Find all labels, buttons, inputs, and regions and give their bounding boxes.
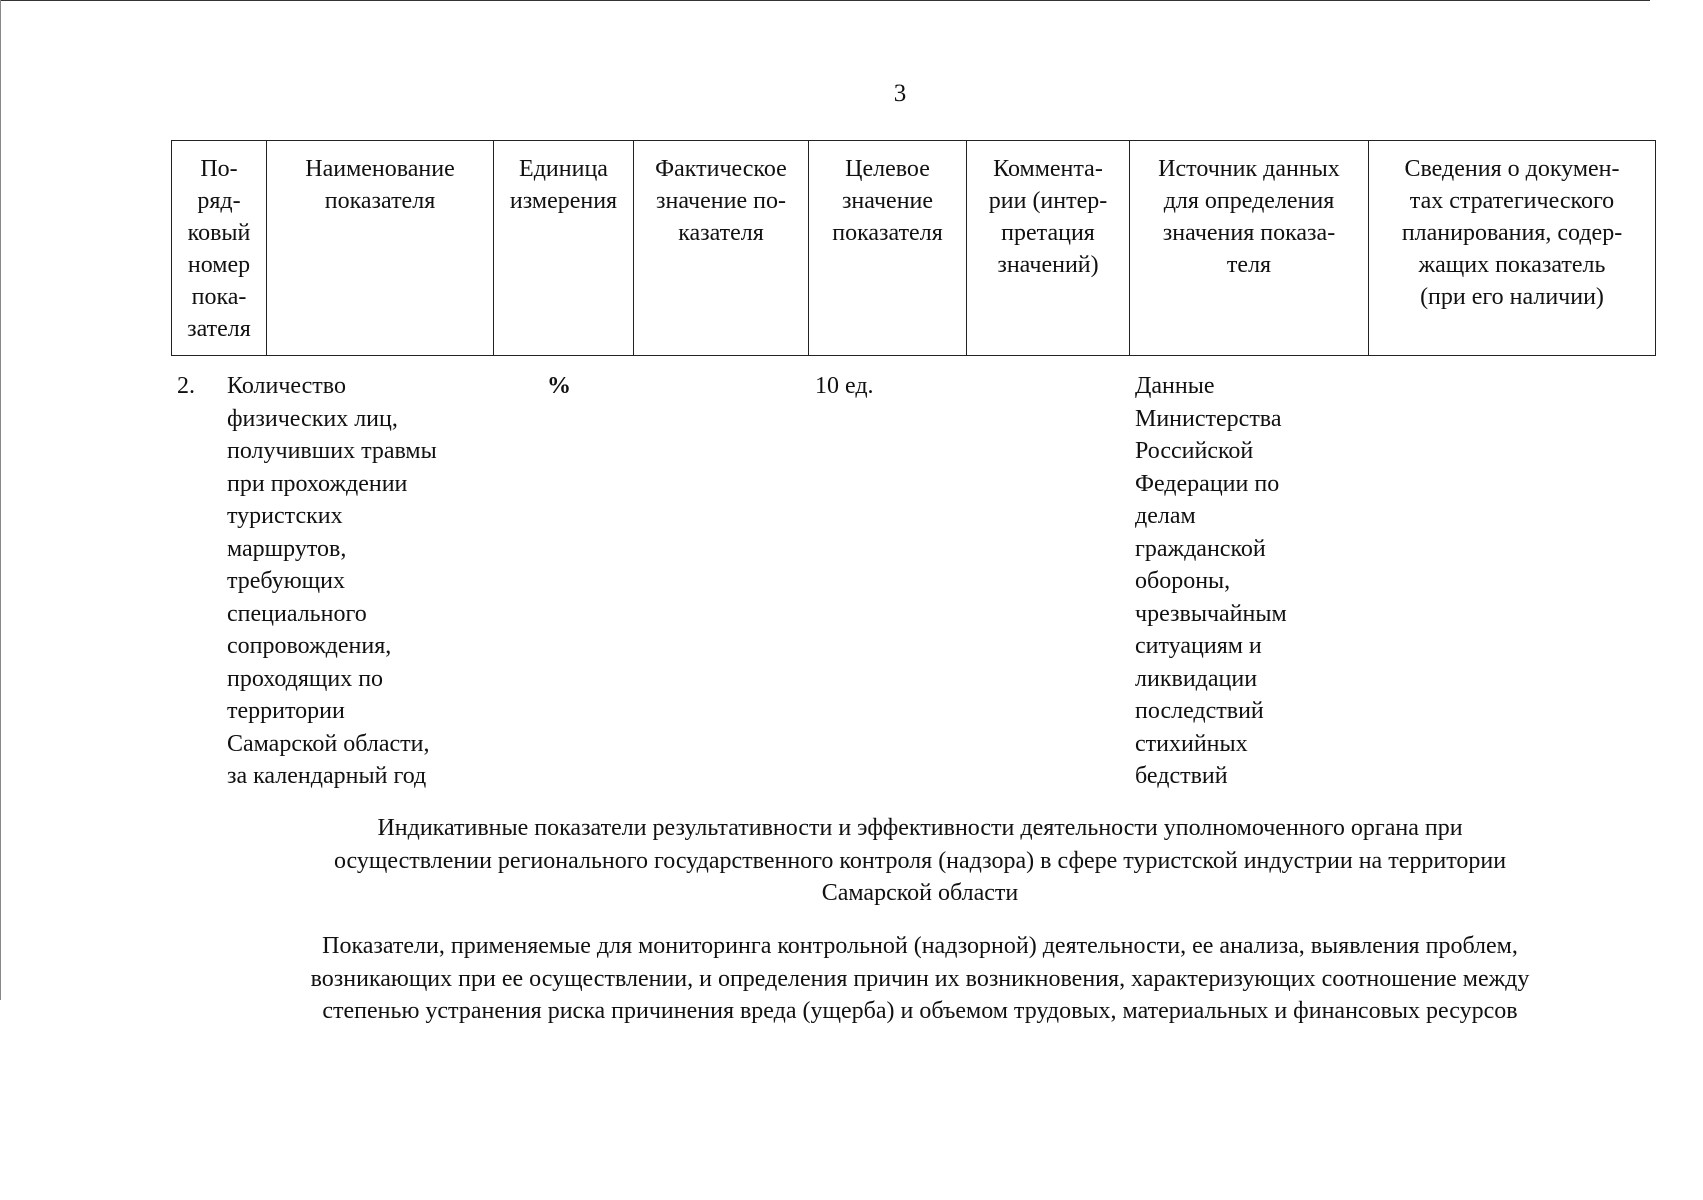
header-unit: Единица измерения bbox=[494, 141, 634, 356]
row-target-value: 10 ед. bbox=[815, 373, 874, 399]
row-indicator-name: Количество физических лиц, получивших травмы при прохождении туристских маршрутов, требующих специального сопровождения, проходящих по территории Самарской области, за календарный год bbox=[227, 373, 437, 789]
header-actual-value: Фактическое значение по- казателя bbox=[634, 141, 809, 356]
header-target-value: Целевое значение показателя bbox=[809, 141, 967, 356]
row-number: 2. bbox=[177, 373, 195, 399]
header-indicator-name: Наименование показателя bbox=[267, 141, 494, 356]
header-data-source: Источник данных для определения значения показа- теля bbox=[1130, 141, 1369, 356]
section-description: Показатели, применяемые для мониторинга контрольной (надзорной) деятельности, ее анализа, выявления проблем, возникающих при ее осуществлении, и определения причин их возникновения, характеризующих соотношение между степенью устранения риска причинения вреда (ущерба) и объемом трудовых, материальных и финансовых ресурсов bbox=[310, 933, 1530, 1024]
row-unit: % bbox=[547, 373, 571, 399]
scan-edge-top bbox=[0, 0, 1650, 1]
section-title: Индикативные показатели результативности и эффективности деятельности уполномоченного органа при осуществлении регионального государственного контроля (надзора) в сфере туристской индустрии на территории Самарской области bbox=[333, 815, 1507, 906]
table-header-row bbox=[172, 141, 1656, 356]
indicators-table-header bbox=[171, 140, 1656, 356]
header-comments: Коммента- рии (интер- претация значений) bbox=[967, 141, 1130, 356]
scan-edge-left bbox=[0, 0, 1, 1000]
page-number: 3 bbox=[893, 80, 907, 107]
row-data-source: Данные Министерства Российской Федерации по делам гражданской обороны, чрезвычайным ситуациям и ликвидации последствий стихийных бедствий bbox=[1135, 373, 1287, 789]
header-strategic-documents: Сведения о докумен- тах стратегического планирования, содер- жащих показатель (при его наличии) bbox=[1369, 141, 1656, 356]
header-serial-number: По- ряд- ковый номер пока- зателя bbox=[172, 141, 267, 356]
